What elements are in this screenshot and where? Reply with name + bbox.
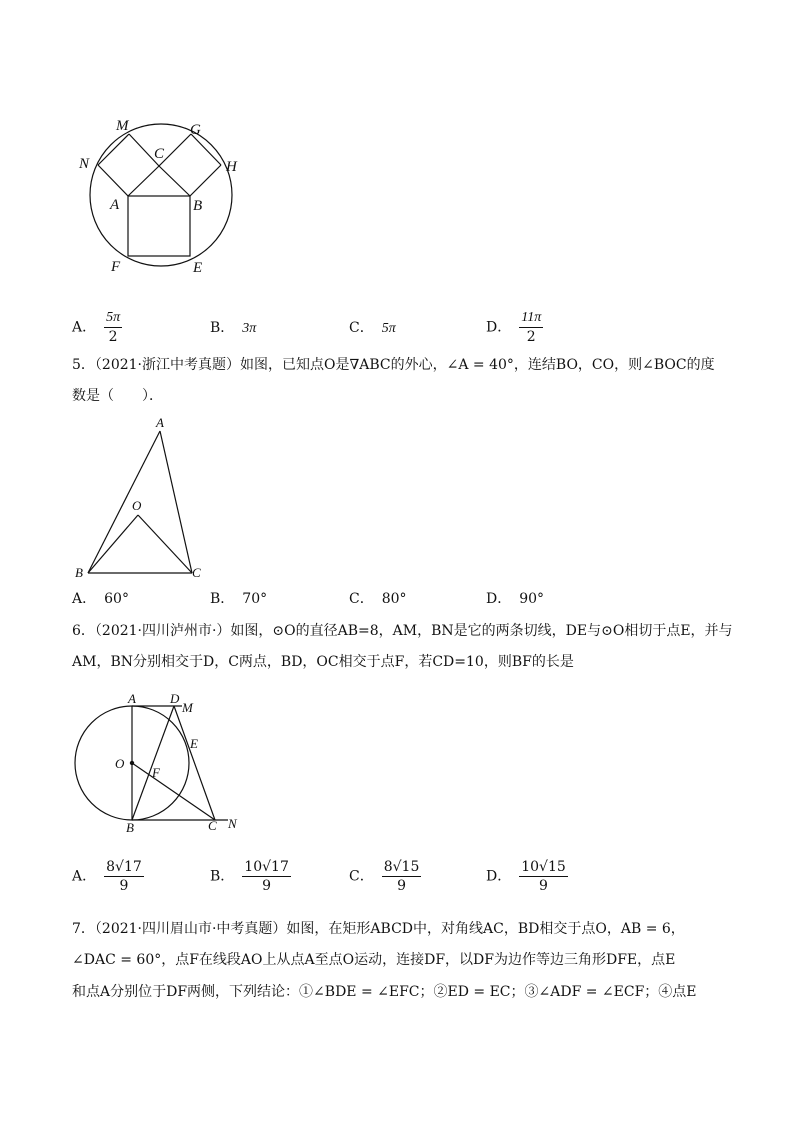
q6-option-d: D． $\frac{10√15}{9}$ xyxy=(486,859,566,894)
q4-option-a: A． $\frac{5\pi}{2}$ xyxy=(72,310,121,345)
q5-option-a: A． 60° xyxy=(72,591,129,607)
label-G: G xyxy=(190,122,201,138)
label-A: A xyxy=(110,197,120,213)
q7-text-line2: ∠DAC = 60°，点F在线段AO上从点A至点O运动，连接DF，以DF为边作等边三角形DFE，点E xyxy=(72,952,676,968)
label-O: O xyxy=(115,756,125,771)
label-N: N xyxy=(79,156,90,172)
label-C: C xyxy=(192,565,201,580)
q5-option-c: C． 80° xyxy=(349,591,407,607)
label-B: B xyxy=(126,820,134,835)
label-E: E xyxy=(190,736,198,751)
label-B: B xyxy=(75,565,83,580)
q5-text-line1: 5．（2021·浙江中考真题）如图，已知点O是∇ABC的外心，∠A = 40°，连结BO，CO，则∠BOC的度 xyxy=(72,357,715,373)
label-M: M xyxy=(182,700,193,715)
q4-option-c: C． 5π xyxy=(349,320,396,336)
label-M: M xyxy=(116,118,129,134)
label-A: A xyxy=(156,415,164,430)
label-C: C xyxy=(208,818,217,833)
label-F: F xyxy=(111,259,121,275)
figure-circle-tangents xyxy=(70,690,250,835)
label-O: O xyxy=(132,498,142,513)
q7-text-line3: 和点A分别位于DF两侧，下列结论：①∠BDE = ∠EFC；②ED = EC；③∠ADF = ∠ECF；④点E xyxy=(72,984,697,1000)
label-D: D xyxy=(170,691,180,706)
figure-circle-square xyxy=(70,108,260,283)
q5-option-d: D． 90° xyxy=(486,591,545,607)
q6-option-b: B． $\frac{10√17}{9}$ xyxy=(210,859,289,894)
q6-option-a: A． $\frac{8√17}{9}$ xyxy=(72,859,142,894)
q6-text-line1: 6．（2021·四川泸州市·）如图，⊙O的直径AB=8，AM，BN是它的两条切线，DE与⊙O相切于点E，并与 xyxy=(72,623,733,639)
label-N: N xyxy=(228,816,237,831)
q4-option-d: D． $\frac{11\pi}{2}$ xyxy=(486,310,542,345)
q7-text-line1: 7．（2021·四川眉山市·中考真题）如图，在矩形ABCD中，对角线AC，BD相交于点O，AB = 6， xyxy=(72,921,685,937)
label-F: F xyxy=(152,765,160,780)
label-A: A xyxy=(128,691,136,706)
label-H: H xyxy=(226,159,237,175)
q5-option-b: B． 70° xyxy=(210,591,268,607)
label-B: B xyxy=(193,198,203,214)
q6-text-line2: AM，BN分别相交于D，C两点，BD，OC相交于点F，若CD=10，则BF的长是 xyxy=(72,654,574,670)
q4-option-b: B． 3π xyxy=(210,320,257,336)
label-C: C xyxy=(154,146,165,162)
label-E: E xyxy=(193,260,203,276)
figure-triangle-circumcenter xyxy=(70,413,220,583)
q5-text-line2: 数是（ ）． xyxy=(72,388,163,404)
q6-option-c: C． $\frac{8√15}{9}$ xyxy=(349,859,420,894)
